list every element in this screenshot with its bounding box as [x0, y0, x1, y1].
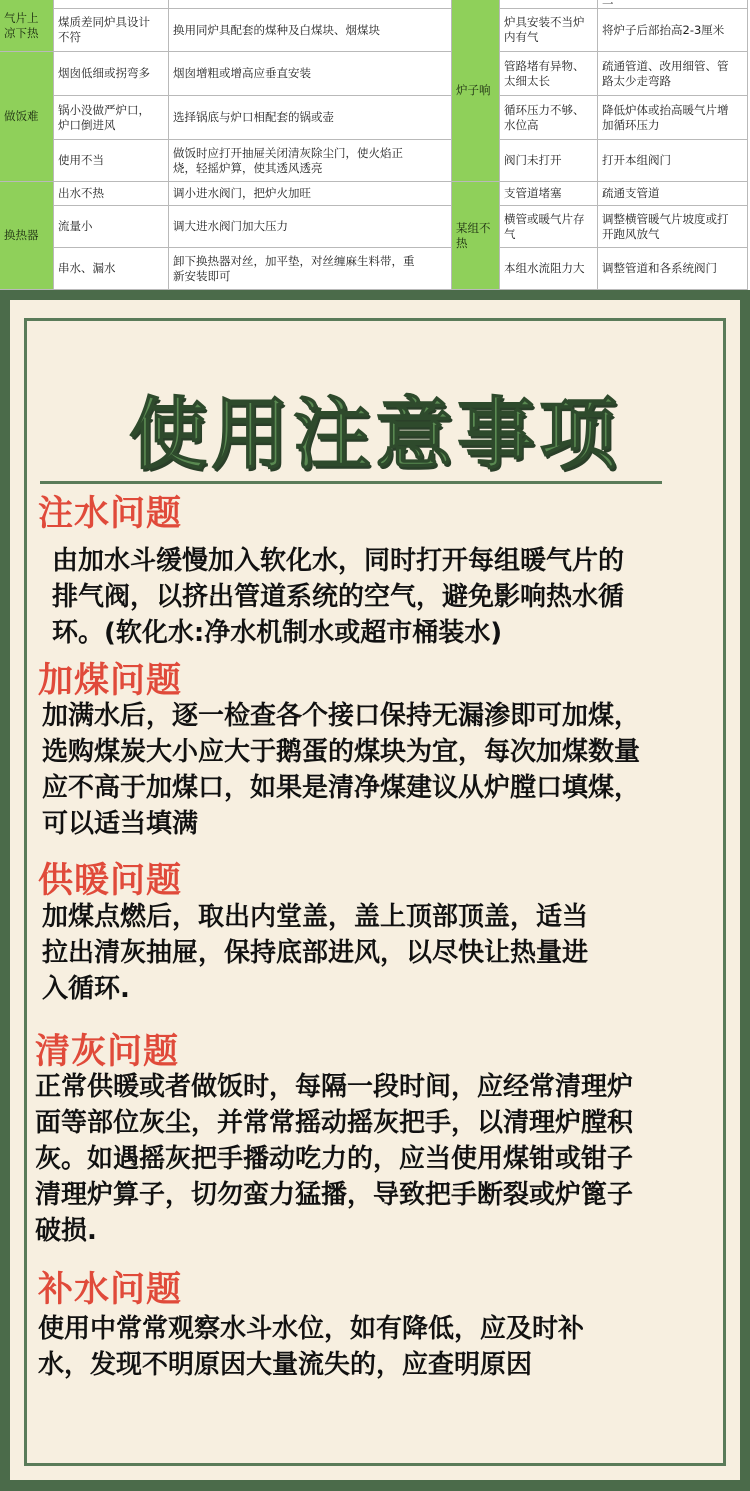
right-solution-cell: 调整管道和各系统阀门 — [598, 248, 748, 290]
right-solution-cell: 调整横管暖气片坡度或打 开跑风放气 — [598, 206, 748, 248]
section-body-water-fill: 由加水斗缓慢加入软化水，同时打开每组暖气片的 排气阀，以挤出管道系统的空气，避免影响热水循 环。(软化水:净水机制水或超市桶装水) — [52, 546, 625, 648]
left-solution-cell: 调小进水阀门，把炉火加旺 — [169, 182, 452, 206]
section-title-heating: 供暖问题 — [38, 861, 183, 901]
section-body-coal-add: 加满水后，逐一检查各个接口保持无漏渗即可加煤， 选购煤炭大小应大于鹅蛋的煤块为宜，每次加煤数量 应不高于加煤口，如果是清净煤建议从炉膛口填煤， 可以适当填满 — [42, 701, 641, 839]
left-solution-cell — [169, 0, 452, 9]
section-title-ash-clean: 清灰问题 — [35, 1032, 180, 1072]
right-solution-cell: 疏通管道、改用细管、管 路太少走弯路 — [598, 52, 748, 96]
left-problem-cell: 串水、漏水 — [54, 248, 169, 290]
right-problem-cell: 管路堵有异物、 太细太长 — [500, 52, 598, 96]
left-solution-cell: 烟囱增粗或增高应垂直安装 — [169, 52, 452, 96]
section-body-water-refill: 使用中常常观察水斗水位，如有降低，应及时补 水，发现不明原因大量流失的，应查明原因 — [38, 1314, 585, 1380]
left-solution-cell: 调大进水阀门加大压力 — [169, 206, 452, 248]
left-problem-cell: 流量小 — [54, 206, 169, 248]
section-title-coal-add: 加煤问题 — [38, 661, 183, 701]
right-problem-cell: 炉具安装不当炉 内有气 — [500, 9, 598, 52]
left-solution-cell: 做饭时应打开抽屉关闭清灰除尘门，使火焰正 烧，轻摇炉算，使其透风透亮 — [169, 140, 452, 182]
right-category-cell: 某组不 热 — [452, 182, 500, 290]
page-title: 使用注意事项 — [128, 390, 621, 480]
troubleshooting-table — [0, 0, 750, 290]
section-title-water-fill: 注水问题 — [38, 494, 183, 534]
left-category-cell: 换热器 — [0, 182, 54, 290]
right-problem-cell: 横管或暖气片存 气 — [500, 206, 598, 248]
title-underline — [40, 481, 662, 484]
left-category-cell: 气片上 凉下热 — [0, 0, 54, 52]
right-problem-cell: 循环压力不够、 水位高 — [500, 96, 598, 140]
right-solution-cell: 将炉子后部抬高2-3厘米 — [598, 9, 748, 52]
left-problem-cell: 煤质差同炉具设计 不符 — [54, 9, 169, 52]
section-body-heating: 加煤点燃后，取出内堂盖，盖上顶部顶盖，适当 拉出清灰抽屉，保持底部进风，以尽快让热量进 入循环. — [42, 902, 589, 1004]
left-solution-cell: 卸下换热器对丝，加平垫，对丝缠麻生料带，重 新安装即可 — [169, 248, 452, 290]
section-body-ash-clean: 正常供暖或者做饭时，每隔一段时间，应经常清理炉 面等部位灰尘，并常常摇动摇灰把手，以清理炉膛积 灰。如遇摇灰把手播动吃力的，应当使用煤钳或钳子 清理炉算子，切勿蛮力猛播，导致把手断裂或炉篦子 破损. — [35, 1072, 634, 1246]
left-problem-cell — [54, 0, 169, 9]
section-title-water-refill: 补水问题 — [38, 1270, 183, 1310]
left-problem-cell: 出水不热 — [54, 182, 169, 206]
left-problem-cell: 使用不当 — [54, 140, 169, 182]
right-problem-cell — [500, 0, 598, 9]
left-problem-cell: 锅小没做严炉口， 炉口倒进风 — [54, 96, 169, 140]
right-problem-cell: 支管道堵塞 — [500, 182, 598, 206]
left-problem-cell: 烟囱低细或拐弯多 — [54, 52, 169, 96]
right-problem-cell: 阀门未打开 — [500, 140, 598, 182]
right-problem-cell: 本组水流阻力大 — [500, 248, 598, 290]
right-solution-cell: 打开本组阀门 — [598, 140, 748, 182]
left-solution-cell: 换用同炉具配套的煤种及白煤块、烟煤块 — [169, 9, 452, 52]
right-solution-cell: 一 — [598, 0, 748, 9]
left-solution-cell: 选择锅底与炉口相配套的锅或壶 — [169, 96, 452, 140]
right-solution-cell: 降低炉体或抬高暖气片增 加循环压力 — [598, 96, 748, 140]
right-category-cell: 炉子响 — [452, 0, 500, 182]
left-category-cell: 做饭难 — [0, 52, 54, 182]
right-solution-cell: 疏通支管道 — [598, 182, 748, 206]
